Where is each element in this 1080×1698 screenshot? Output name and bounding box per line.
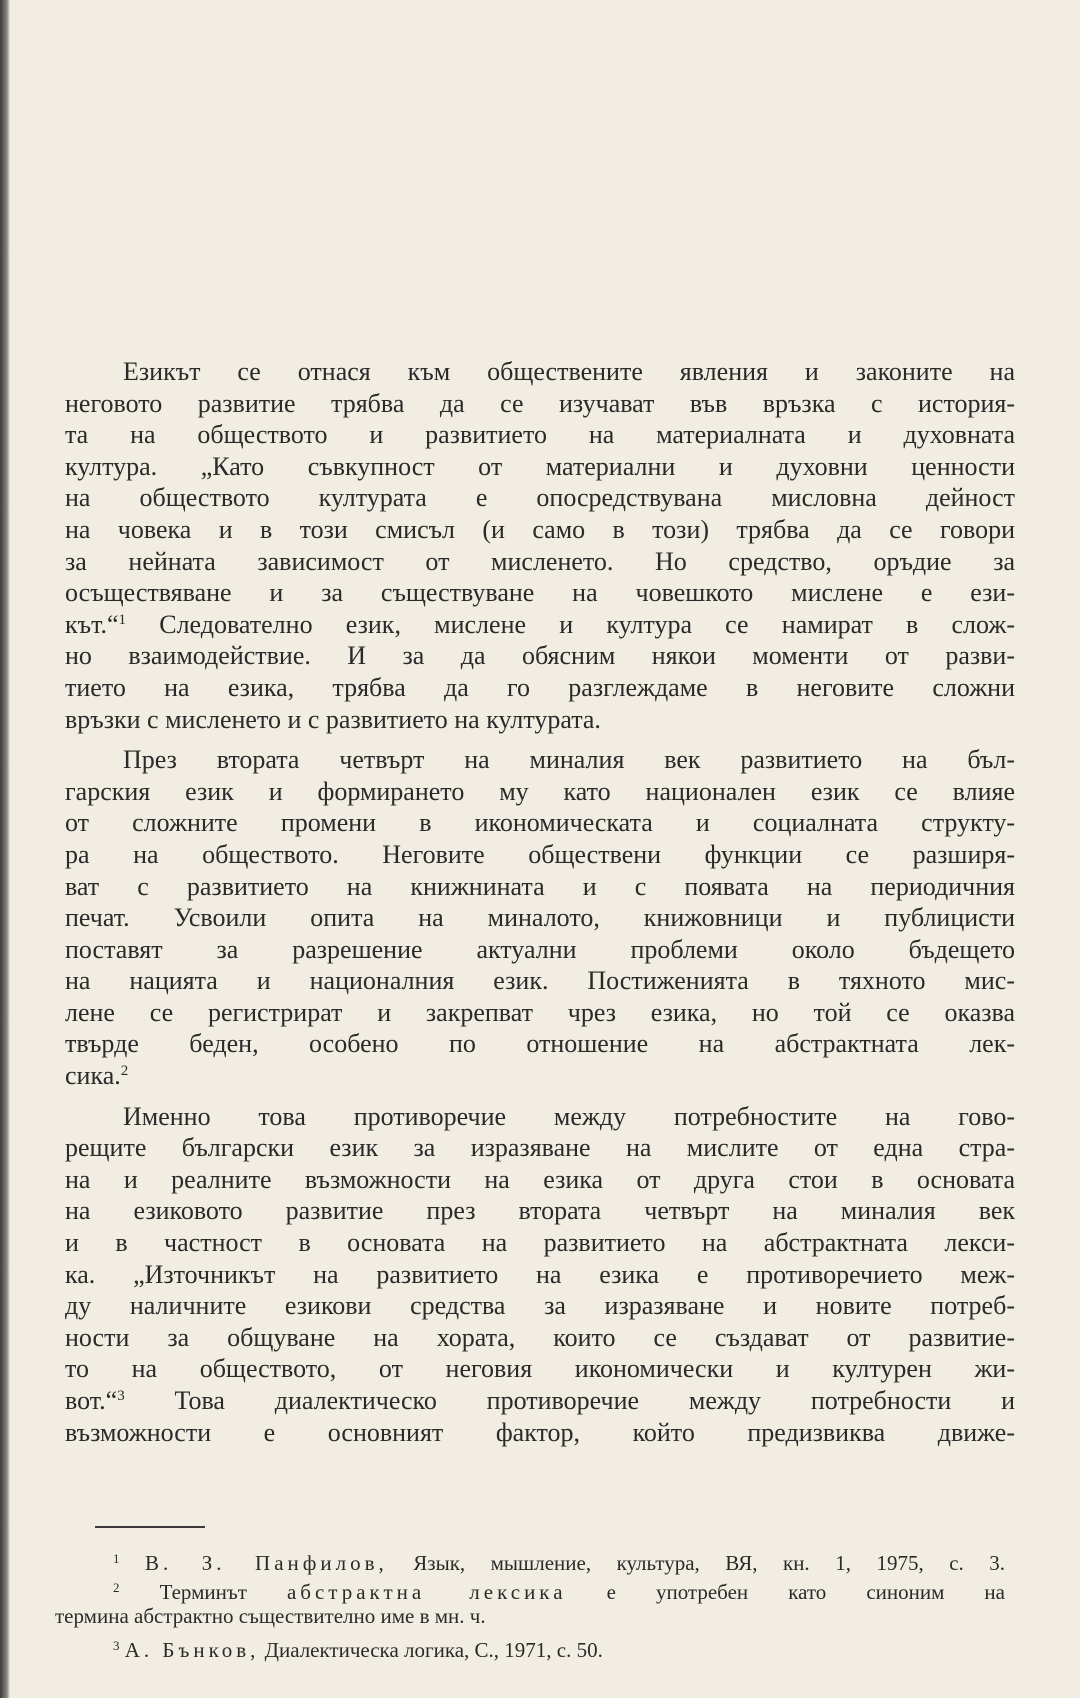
- text-line: възможности е основният фактор, който предизвиква движе-: [65, 1417, 1015, 1447]
- text-line: твърде беден, особено по отношение на абстрактната лек-: [65, 1029, 1015, 1059]
- text-line: гарския език и формирането му като национален език се влияе: [65, 776, 1015, 806]
- paragraph-2: [65, 744, 1015, 1092]
- text-line: осъществяване и за съществуване на човешкото мислене е ези-: [65, 578, 1015, 608]
- text-line: ду наличните езикови средства за изразяване и новите потреб-: [65, 1291, 1015, 1321]
- footnote-ref-1[interactable]: 1: [118, 611, 127, 628]
- text-line: на човека и в този смисъл (и само в този) трябва да се говори: [65, 514, 1015, 544]
- paragraph-3: [65, 1101, 1015, 1449]
- text-line: Езикът се отнася към обществените явления и законите на: [123, 357, 1015, 386]
- text-line: та на обществото и развитието на материалната и духовната: [65, 420, 1015, 450]
- text-line: на обществото културата е опосредствувана мисловна дейност: [65, 483, 1015, 513]
- text-line: рещите български език за изразяване на мислите от една стра-: [65, 1133, 1015, 1163]
- text-line: неговото развитие трябва да се изучават във връзка с история-: [65, 388, 1015, 418]
- footnote-1: $^1$ В. З. Панфилов, Язык, мышление, культура, ВЯ, кн. 1, 1975, с. 3.: [113, 1551, 1006, 1575]
- text-line: от сложните промени в икономическата и социалната структу-: [65, 808, 1015, 838]
- text-line: ка. „Източникът на развитието на езика е противоречието меж-: [65, 1259, 1015, 1289]
- book-spine-edge: [0, 0, 10, 1698]
- text-line: поставят за разрешение актуални проблеми около бъдещето: [65, 934, 1015, 964]
- text-line: за нейната зависимост от мисленето. Но средство, оръдие за: [65, 546, 1015, 576]
- text-line: на езиковото развитие през втората четвърт на миналия век: [65, 1196, 1015, 1226]
- text-line: сика.$^2$: [65, 1061, 129, 1091]
- footnote-2-continuation: термина абстрактно съществително име в мн. ч.: [55, 1604, 486, 1628]
- text-line: кът.“$^1$ Следователно език, мислене и култура се намират в слож-: [65, 609, 1015, 639]
- text-line: ности за общуване на хората, които се създават от развитие-: [65, 1322, 1015, 1352]
- footnote-ref-2[interactable]: 2: [120, 1063, 129, 1080]
- text-line: и в частност в основата на развитието на абстрактната лекси-: [65, 1228, 1015, 1258]
- footnote-ref-3[interactable]: 3: [117, 1388, 125, 1404]
- text-line: Именно това противоречие между потребностите на гово-: [123, 1101, 1015, 1131]
- text-line: то на обществото, от неговия икономически и културен жи-: [65, 1354, 1015, 1384]
- text-line: връзки с мисленето и с развитието на културата.: [65, 704, 601, 734]
- text-line: ват с развитието на книжнината и с появата на периодичния: [65, 871, 1015, 901]
- footnote-2: $^2$ Терминът абстрактна лексика е употребен като синоним на: [113, 1580, 1005, 1604]
- footnotes: [55, 1544, 1005, 1660]
- text-line: През втората четвърт на миналия век развитието на бъл-: [123, 745, 1015, 775]
- text-line: ра на обществото. Неговите обществени функции се разширя-: [65, 839, 1015, 869]
- footnote-separator: [95, 1526, 205, 1528]
- text-line: нo взаимодействие. И за да обясним някои моменти от разви-: [65, 641, 1015, 671]
- text-line: печат. Усвоили опита на миналото, книжовници и публицисти: [65, 903, 1015, 933]
- main-text: [65, 356, 1015, 1448]
- text-line: вот.“$^3$ Това диалектическо противоречие между потребности и: [65, 1386, 1016, 1415]
- text-line: култура. „Като съвкупност от материални и духовни ценности: [65, 451, 1015, 481]
- text-line: на нацията и националния език. Постиженията в тяхното мис-: [65, 966, 1015, 996]
- paragraph-1: [65, 356, 1015, 735]
- text-line: тието на езика, трябва да го разглеждаме в неговите сложни: [65, 672, 1015, 702]
- footnote-3: $^3$ А. Бънков, Диалектическа логика, С., 1971, с. 50.: [113, 1638, 603, 1662]
- text-line: на и реалните възможности на езика от друга стои в основата: [65, 1164, 1015, 1194]
- text-line: лене се регистрират и закрепват чрез езика, но той се оказва: [65, 997, 1015, 1027]
